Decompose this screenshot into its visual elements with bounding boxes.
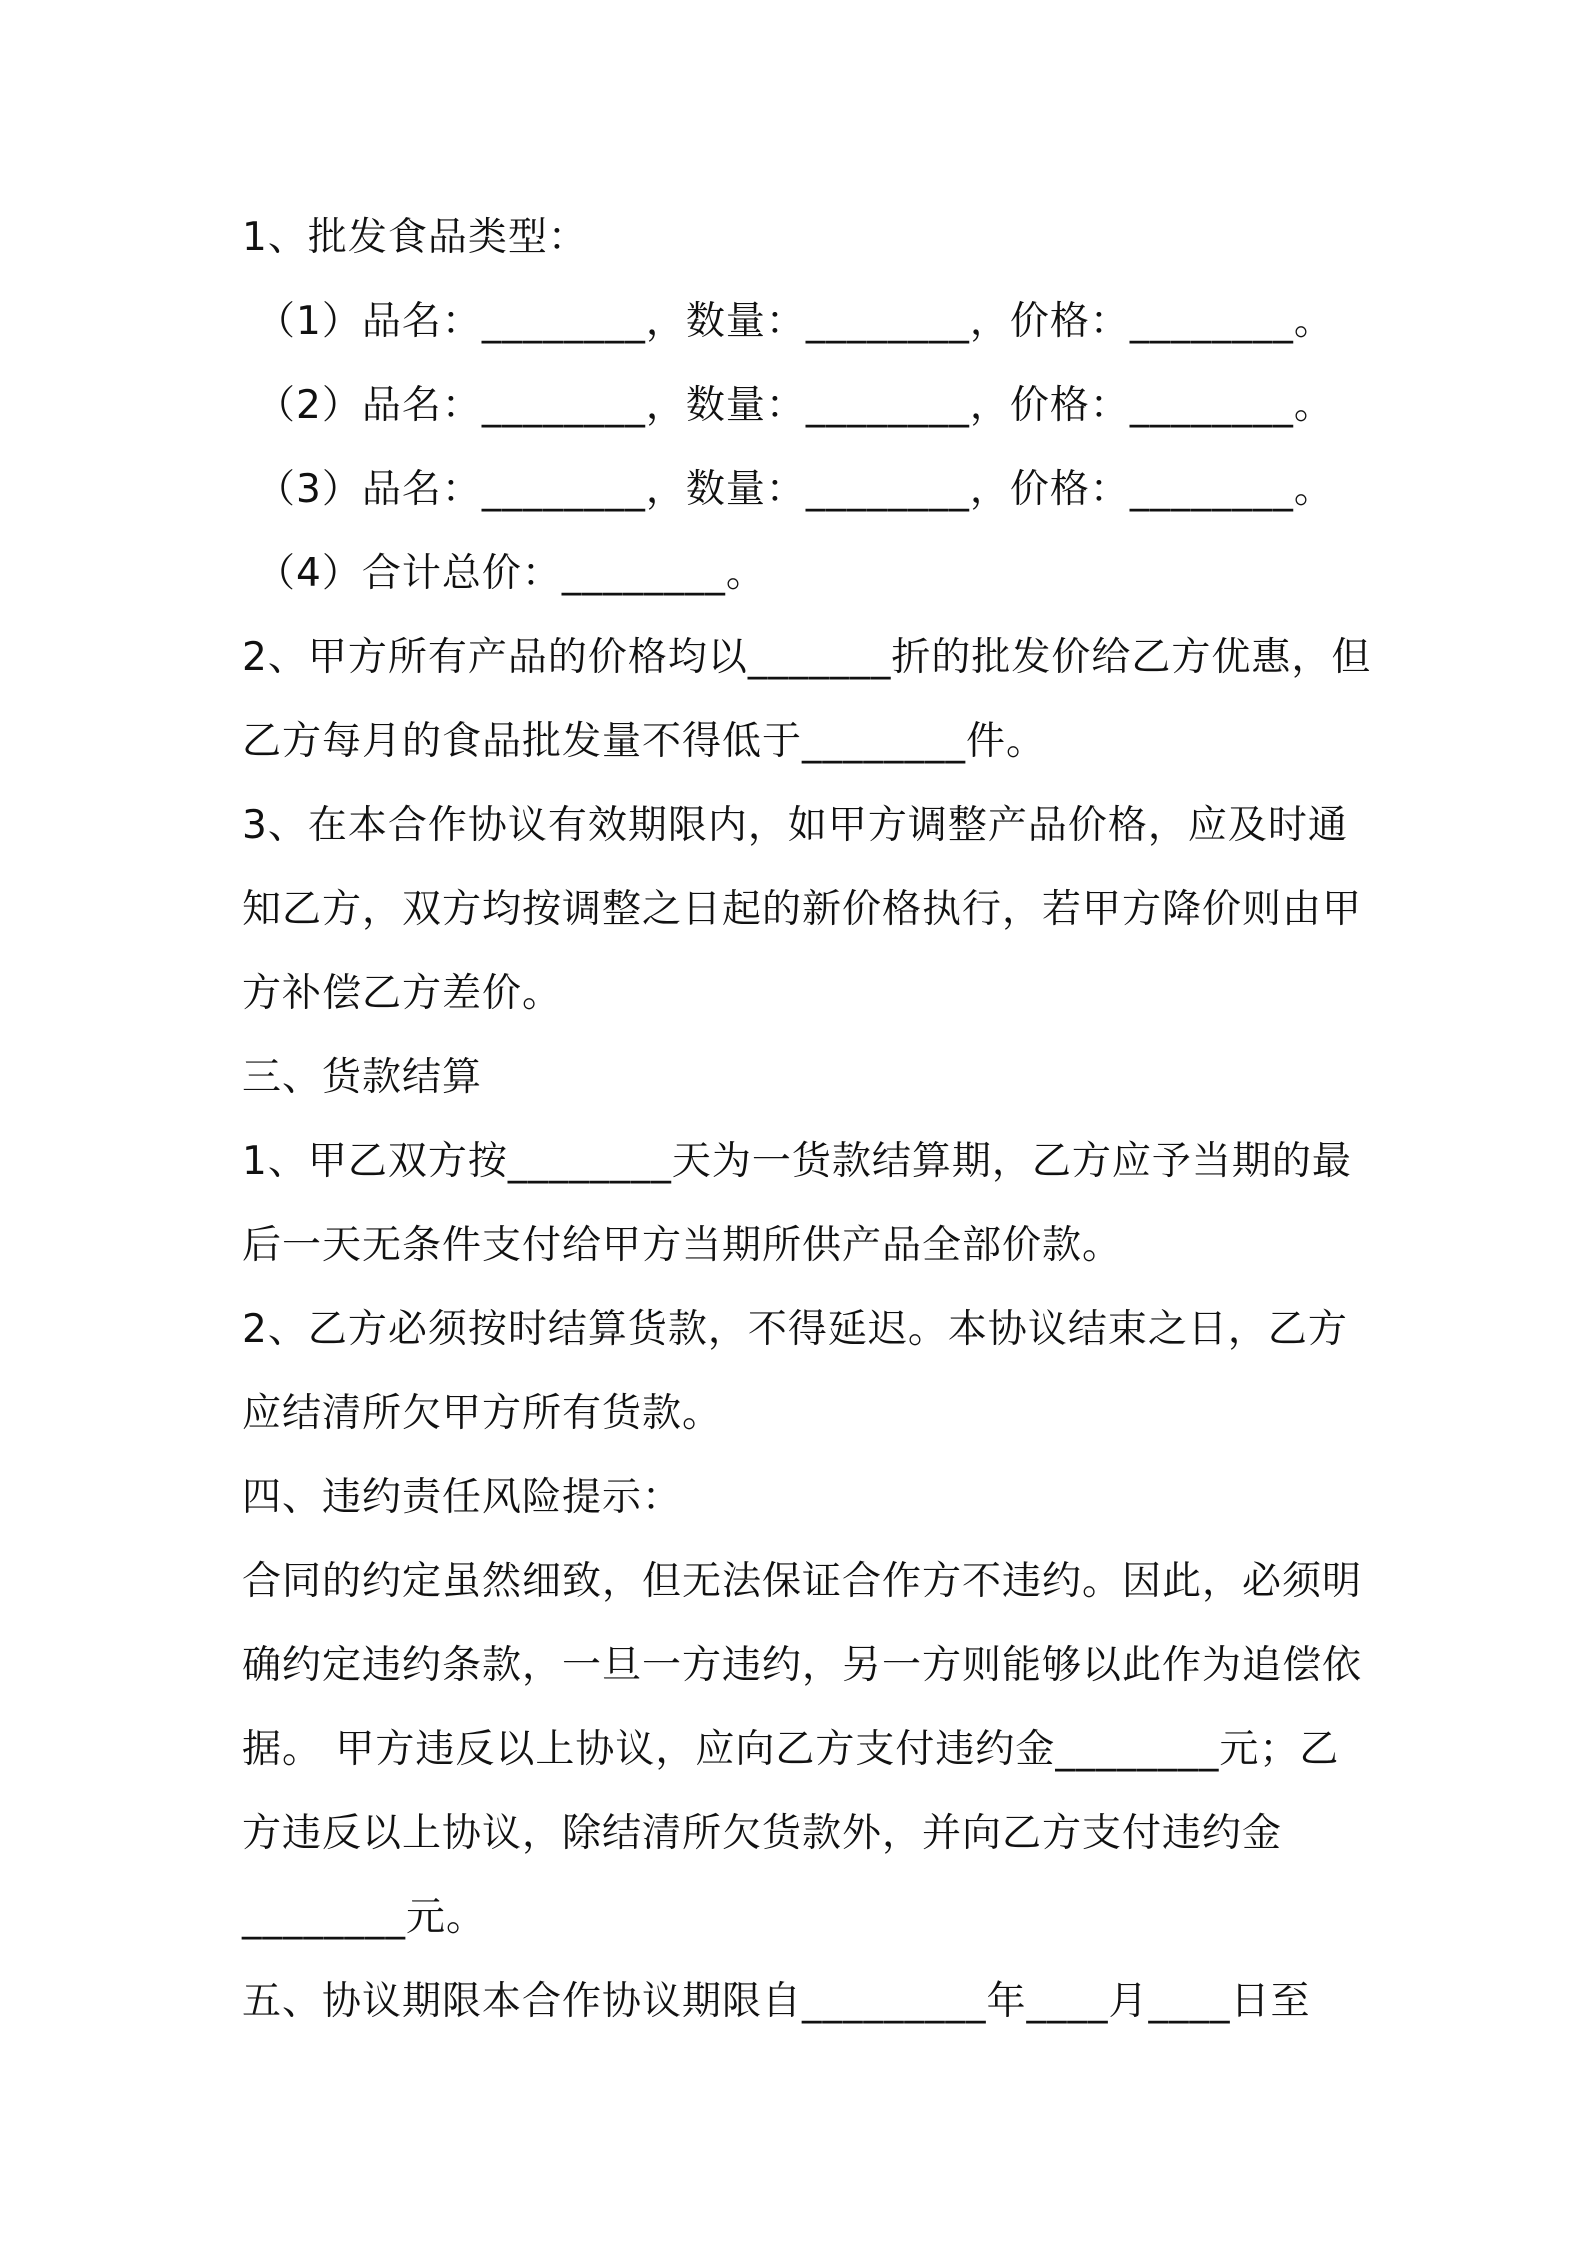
text-line-discount-clause-2: 乙方每月的食品批发量不得低于________件。: [242, 719, 1047, 764]
text-line-breach-2: 确约定违约条款，一旦一方违约，另一方则能够以此作为追偿依: [242, 1643, 1363, 1688]
text-line-breach-5: ________元。: [242, 1895, 487, 1940]
text-line-price-adjust-2: 知乙方，双方均按调整之日起的新价格执行，若甲方降价则由甲: [242, 887, 1363, 932]
text-line-price-adjust-3: 方补偿乙方差价。: [242, 971, 563, 1016]
text-line-breach-1: 合同的约定虽然细致，但无法保证合作方不违约。因此，必须明: [242, 1559, 1363, 1604]
text-line-settlement-1: 1、甲乙双方按________天为一货款结算期，乙方应予当期的最: [242, 1139, 1352, 1184]
text-line-discount-clause-1: 2、甲方所有产品的价格均以_______折的批发价给乙方优惠，但: [242, 635, 1372, 680]
section-heading-term: 五、协议期限本合作协议期限自_________年____月____日至: [242, 1979, 1311, 2024]
text-line-food-type-heading: 1、批发食品类型：: [242, 215, 588, 260]
text-line-settlement-4: 应结清所欠甲方所有货款。: [242, 1391, 723, 1436]
text-line-settlement-3: 2、乙方必须按时结算货款，不得延迟。本协议结束之日，乙方: [242, 1307, 1348, 1352]
text-line-price-adjust-1: 3、在本合作协议有效期限内，如甲方调整产品价格，应及时通: [242, 803, 1348, 848]
text-line-item-1: （1）品名：________，数量：________，价格：________。: [256, 299, 1334, 344]
document-page: [242, 196, 1372, 2044]
text-line-item-3: （3）品名：________，数量：________，价格：________。: [256, 467, 1334, 512]
text-line-breach-4: 方违反以上协议，除结清所欠货款外，并向乙方支付违约金: [242, 1811, 1283, 1856]
text-line-breach-3: 据。 甲方违反以上协议，应向乙方支付违约金________元；乙: [242, 1727, 1340, 1772]
text-line-item-2: （2）品名：________，数量：________，价格：________。: [256, 383, 1334, 428]
text-line-total-price: （4）合计总价：________。: [256, 551, 766, 596]
section-heading-breach: 四、违约责任风险提示：: [242, 1475, 683, 1520]
text-line-settlement-2: 后一天无条件支付给甲方当期所供产品全部价款。: [242, 1223, 1123, 1268]
section-heading-payment: 三、货款结算: [242, 1055, 483, 1100]
